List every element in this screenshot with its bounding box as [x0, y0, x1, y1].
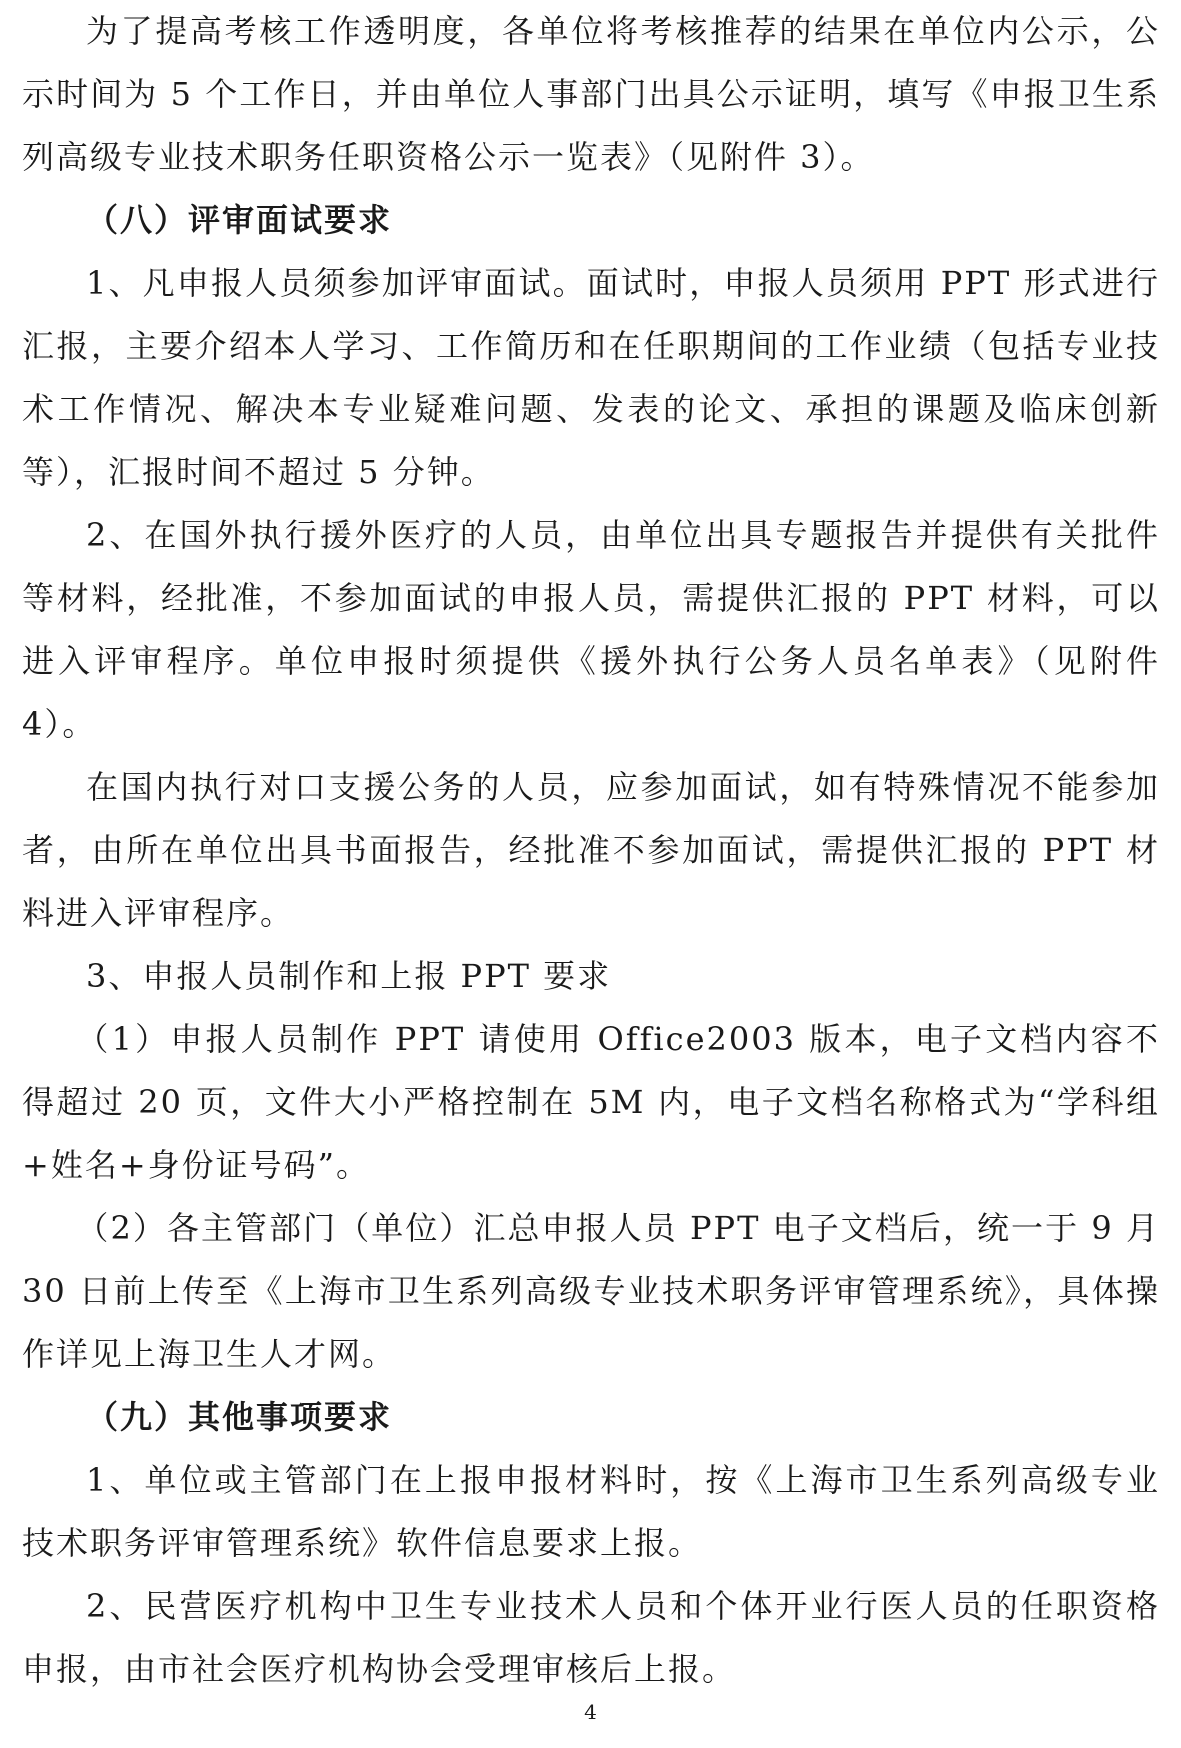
paragraph-interview-1: 1、凡申报人员须参加评审面试。面试时，申报人员须用 PPT 形式进行汇报，主要介绍本人学习、工作简历和在任职期间的工作业绩（包括专业技术工作情况、解决本专业疑难问题、发表的论文、承担的课题及临床创新等），汇报时间不超过 5 分钟。: [22, 264, 1160, 491]
paragraph-interview-2: 2、在国外执行援外医疗的人员，由单位出具专题报告并提供有关批件等材料，经批准，不参加面试的申报人员，需提供汇报的 PPT 材料，可以进入评审程序。单位申报时须提供《援外执行公务人员名单表》（见附件 4）。: [22, 516, 1160, 743]
section-heading-interview: （八）评审面试要求: [86, 201, 393, 239]
paragraph-other-1: 1、单位或主管部门在上报申报材料时，按《上海市卫生系列高级专业技术职务评审管理系统》软件信息要求上报。: [22, 1461, 1160, 1562]
paragraph-other-2: 2、民营医疗机构中卫生专业技术人员和个体开业行医人员的任职资格申报，由市社会医疗机构协会受理审核后上报。: [22, 1587, 1160, 1688]
paragraph-ppt-format: （1）申报人员制作 PPT 请使用 Office2003 版本，电子文档内容不得超过 20 页，文件大小严格控制在 5M 内，电子文档名称格式为“学科组+姓名+身份证号码”。: [22, 1020, 1160, 1184]
paragraph-domestic-support: 在国内执行对口支援公务的人员，应参加面试，如有特殊情况不能参加者，由所在单位出具书面报告，经批准不参加面试，需提供汇报的 PPT 材料进入评审程序。: [22, 768, 1160, 932]
section-heading-other: （九）其他事项要求: [86, 1398, 393, 1436]
paragraph-publicity: 为了提高考核工作透明度，各单位将考核推荐的结果在单位内公示，公示时间为 5 个工作日，并由单位人事部门出具公示证明，填写《申报卫生系列高级专业技术职务任职资格公示一览表》（见附件 3）。: [22, 12, 1160, 176]
document-page: [22, 0, 1160, 1701]
paragraph-ppt-requirements: 3、申报人员制作和上报 PPT 要求: [86, 957, 612, 995]
paragraph-ppt-upload: （2）各主管部门（单位）汇总申报人员 PPT 电子文档后，统一于 9 月 30 日前上传至《上海市卫生系列高级专业技术职务评审管理系统》，具体操作详见上海卫生人才网。: [22, 1209, 1160, 1373]
page-number: 4: [584, 1700, 597, 1724]
